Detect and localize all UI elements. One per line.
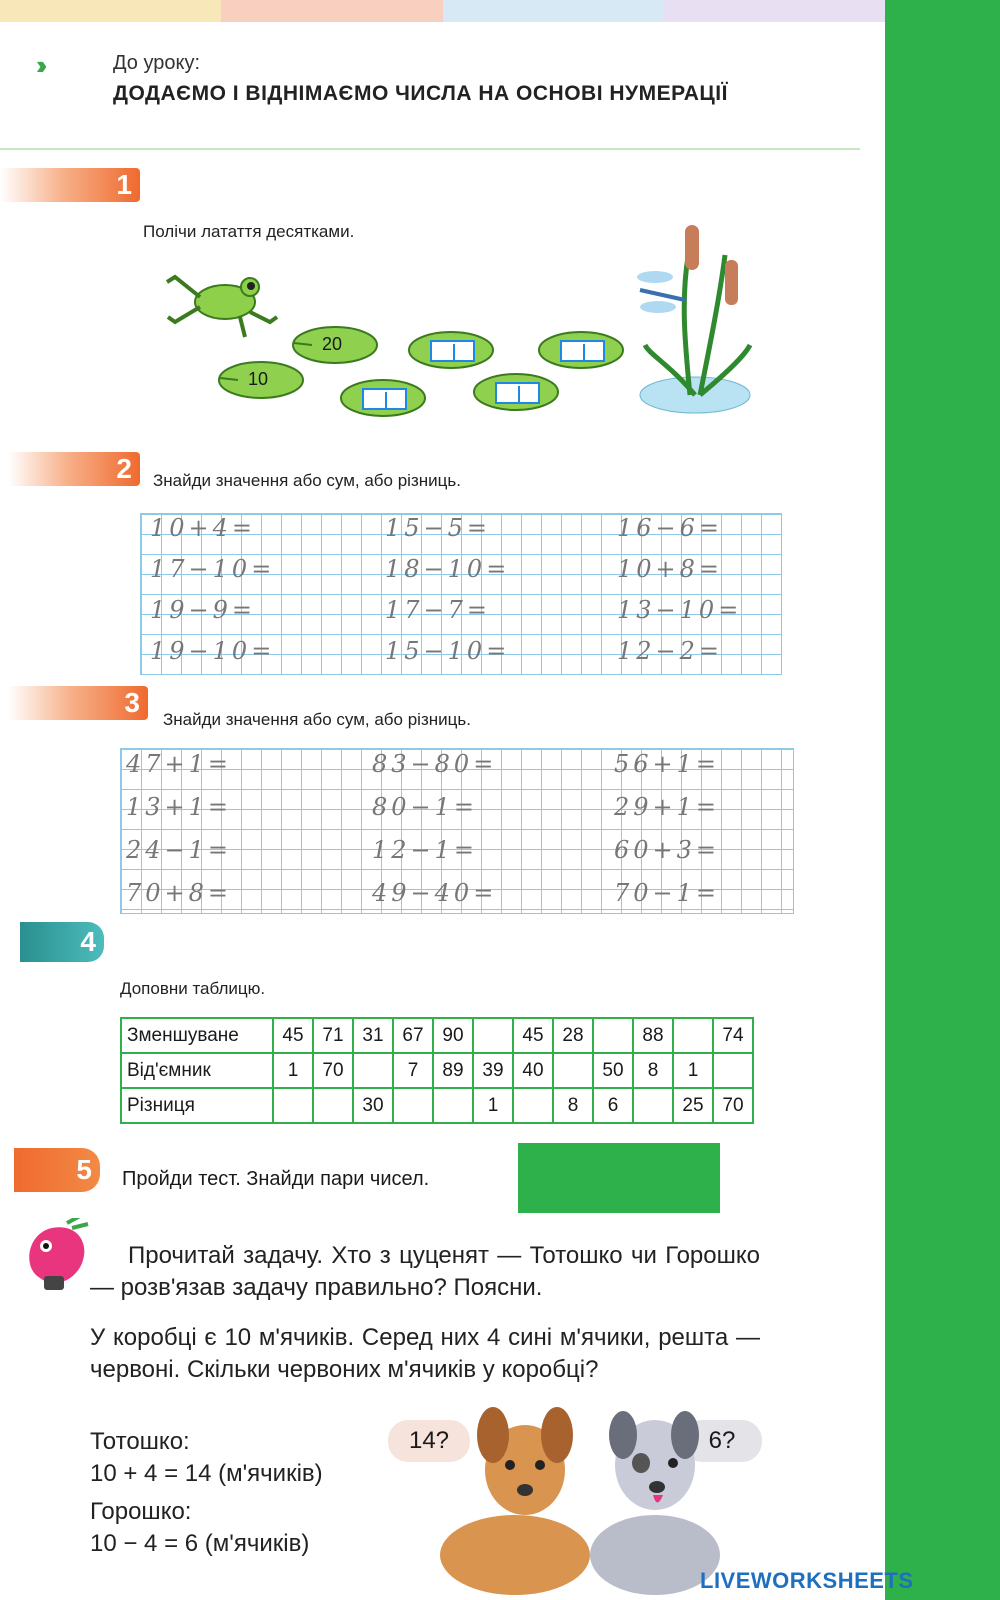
table-cell: 45 — [273, 1018, 313, 1053]
table-cell: 70 — [713, 1088, 753, 1123]
task-2-instruction: Знайди значення або сум, або різниць. — [153, 471, 461, 490]
task-3-expr: 13+1= — [126, 793, 233, 821]
row-label: Зменшуване — [121, 1018, 273, 1053]
task-3-expr: 83−80= — [372, 750, 498, 778]
lesson-pre-title: До уроку: — [113, 52, 201, 74]
task-1-badge: 1 — [0, 168, 140, 202]
table-cell: 45 — [513, 1018, 553, 1053]
table-cell: 7 — [393, 1053, 433, 1088]
table-cell: 8 — [553, 1088, 593, 1123]
subtraction-table — [120, 1017, 754, 1124]
row-label: Різниця — [121, 1088, 273, 1123]
table-cell: 31 — [353, 1018, 393, 1053]
task-2-expr: 19−10= — [150, 637, 276, 665]
table-cell: 88 — [633, 1018, 673, 1053]
table-cell: 25 — [673, 1088, 713, 1123]
task-2-expr: 19−9= — [150, 596, 257, 624]
task-2-expr: 10+4= — [150, 514, 257, 542]
task-3-badge: 3 — [8, 686, 148, 720]
speech-bubble-2: 6? — [682, 1420, 762, 1462]
task-3-expr: 70−1= — [614, 879, 721, 907]
task-2-expr: 18−10= — [385, 555, 511, 583]
table-row-difference — [121, 1088, 753, 1123]
frog-icon — [165, 262, 285, 342]
table-cell: 71 — [313, 1018, 353, 1053]
answer-box[interactable] — [495, 382, 540, 404]
task-2-expr: 17−10= — [150, 555, 276, 583]
goroshko-solution: 10 − 4 = 6 (м'ячиків) — [90, 1530, 310, 1557]
table-cell: 70 — [313, 1053, 353, 1088]
table-cell: 30 — [353, 1088, 393, 1123]
task-2-expr: 17−7= — [385, 596, 492, 624]
answer-box[interactable] — [430, 340, 475, 362]
task-3-expr: 60+3= — [614, 836, 721, 864]
table-row-minuend — [121, 1018, 753, 1053]
task-2-expr: 10+8= — [617, 555, 724, 583]
table-cell[interactable] — [593, 1018, 633, 1053]
task-3-expr: 56+1= — [614, 750, 721, 778]
task-3-expr: 80−1= — [372, 793, 479, 821]
task-4-instruction: Доповни таблицю. — [120, 979, 266, 998]
row-label: Від'ємник — [121, 1053, 273, 1088]
speech-bubble-1: 14? — [388, 1420, 470, 1462]
table-row-subtrahend — [121, 1053, 753, 1088]
table-cell: 67 — [393, 1018, 433, 1053]
task-3-expr: 49−40= — [372, 879, 498, 907]
table-cell: 28 — [553, 1018, 593, 1053]
task-2-expr: 16−6= — [617, 514, 724, 542]
task-3-instruction: Знайди значення або сум, або різниць. — [163, 710, 471, 729]
right-green-bar — [885, 0, 1000, 1600]
table-cell[interactable] — [713, 1053, 753, 1088]
task-3-expr: 47+1= — [126, 750, 233, 778]
table-cell: 1 — [273, 1053, 313, 1088]
test-link-button[interactable] — [518, 1143, 720, 1213]
top-color-strip — [0, 0, 885, 22]
table-cell[interactable] — [393, 1088, 433, 1123]
lily-pad-20-label: 20 — [322, 334, 343, 354]
task-3-expr: 24−1= — [126, 836, 233, 864]
task-2-expr: 15−5= — [385, 514, 492, 542]
table-cell[interactable] — [553, 1053, 593, 1088]
table-cell[interactable] — [673, 1018, 713, 1053]
table-cell: 1 — [473, 1088, 513, 1123]
totoshko-label: Тотошко: — [90, 1428, 190, 1455]
table-cell: 8 — [633, 1053, 673, 1088]
task-2-expr: 13−10= — [617, 596, 743, 624]
problem-intro: Прочитай задачу. Хто з цуценят — Тотошко чи Горошко — розв'язав задачу правильно? Поясни. — [90, 1242, 760, 1301]
chevron-icon: ›› — [36, 50, 42, 80]
table-cell: 90 — [433, 1018, 473, 1053]
table-cell: 89 — [433, 1053, 473, 1088]
lily-pad-10-label: 10 — [248, 369, 269, 389]
task-2-expr: 15−10= — [385, 637, 511, 665]
table-cell: 50 — [593, 1053, 633, 1088]
task-5-badge: 5 — [14, 1148, 100, 1192]
totoshko-solution: 10 + 4 = 14 (м'ячиків) — [90, 1460, 323, 1487]
table-cell: 40 — [513, 1053, 553, 1088]
header-divider — [0, 148, 860, 150]
goroshko-label: Горошко: — [90, 1498, 192, 1525]
task-3-expr: 70+8= — [126, 879, 233, 907]
table-cell[interactable] — [353, 1053, 393, 1088]
table-cell[interactable] — [273, 1088, 313, 1123]
table-cell: 1 — [673, 1053, 713, 1088]
table-cell: 6 — [593, 1088, 633, 1123]
lesson-title: ДОДАЄМО І ВІДНІМАЄМО ЧИСЛА НА ОСНОВІ НУМЕРАЦІЇ — [113, 82, 728, 105]
reeds-dragonfly-icon — [630, 205, 760, 420]
task-5-instruction: Пройди тест. Знайди пари чисел. — [122, 1168, 430, 1190]
table-cell[interactable] — [633, 1088, 673, 1123]
table-cell: 74 — [713, 1018, 753, 1053]
problem-text: У коробці є 10 м'ячиків. Серед них 4 сині м'ячики, решта — червоні. Скільки червоних м'ячиків у коробці? — [90, 1324, 760, 1383]
table-cell[interactable] — [513, 1088, 553, 1123]
liveworksheets-logo: LIVEWORKSHEETS — [700, 1568, 914, 1593]
mascot-icon — [12, 1218, 92, 1308]
task-4-badge: 4 — [20, 922, 104, 962]
table-cell: 39 — [473, 1053, 513, 1088]
table-cell[interactable] — [473, 1018, 513, 1053]
answer-box[interactable] — [362, 388, 407, 410]
task-2-expr: 12−2= — [617, 637, 724, 665]
answer-box[interactable] — [560, 340, 605, 362]
task-1-instruction: Полічи латаття десятками. — [143, 222, 355, 241]
task-2-badge: 2 — [8, 452, 140, 486]
task-3-expr: 29+1= — [614, 793, 721, 821]
table-cell[interactable] — [313, 1088, 353, 1123]
table-cell[interactable] — [433, 1088, 473, 1123]
task-3-expr: 12−1= — [372, 836, 479, 864]
